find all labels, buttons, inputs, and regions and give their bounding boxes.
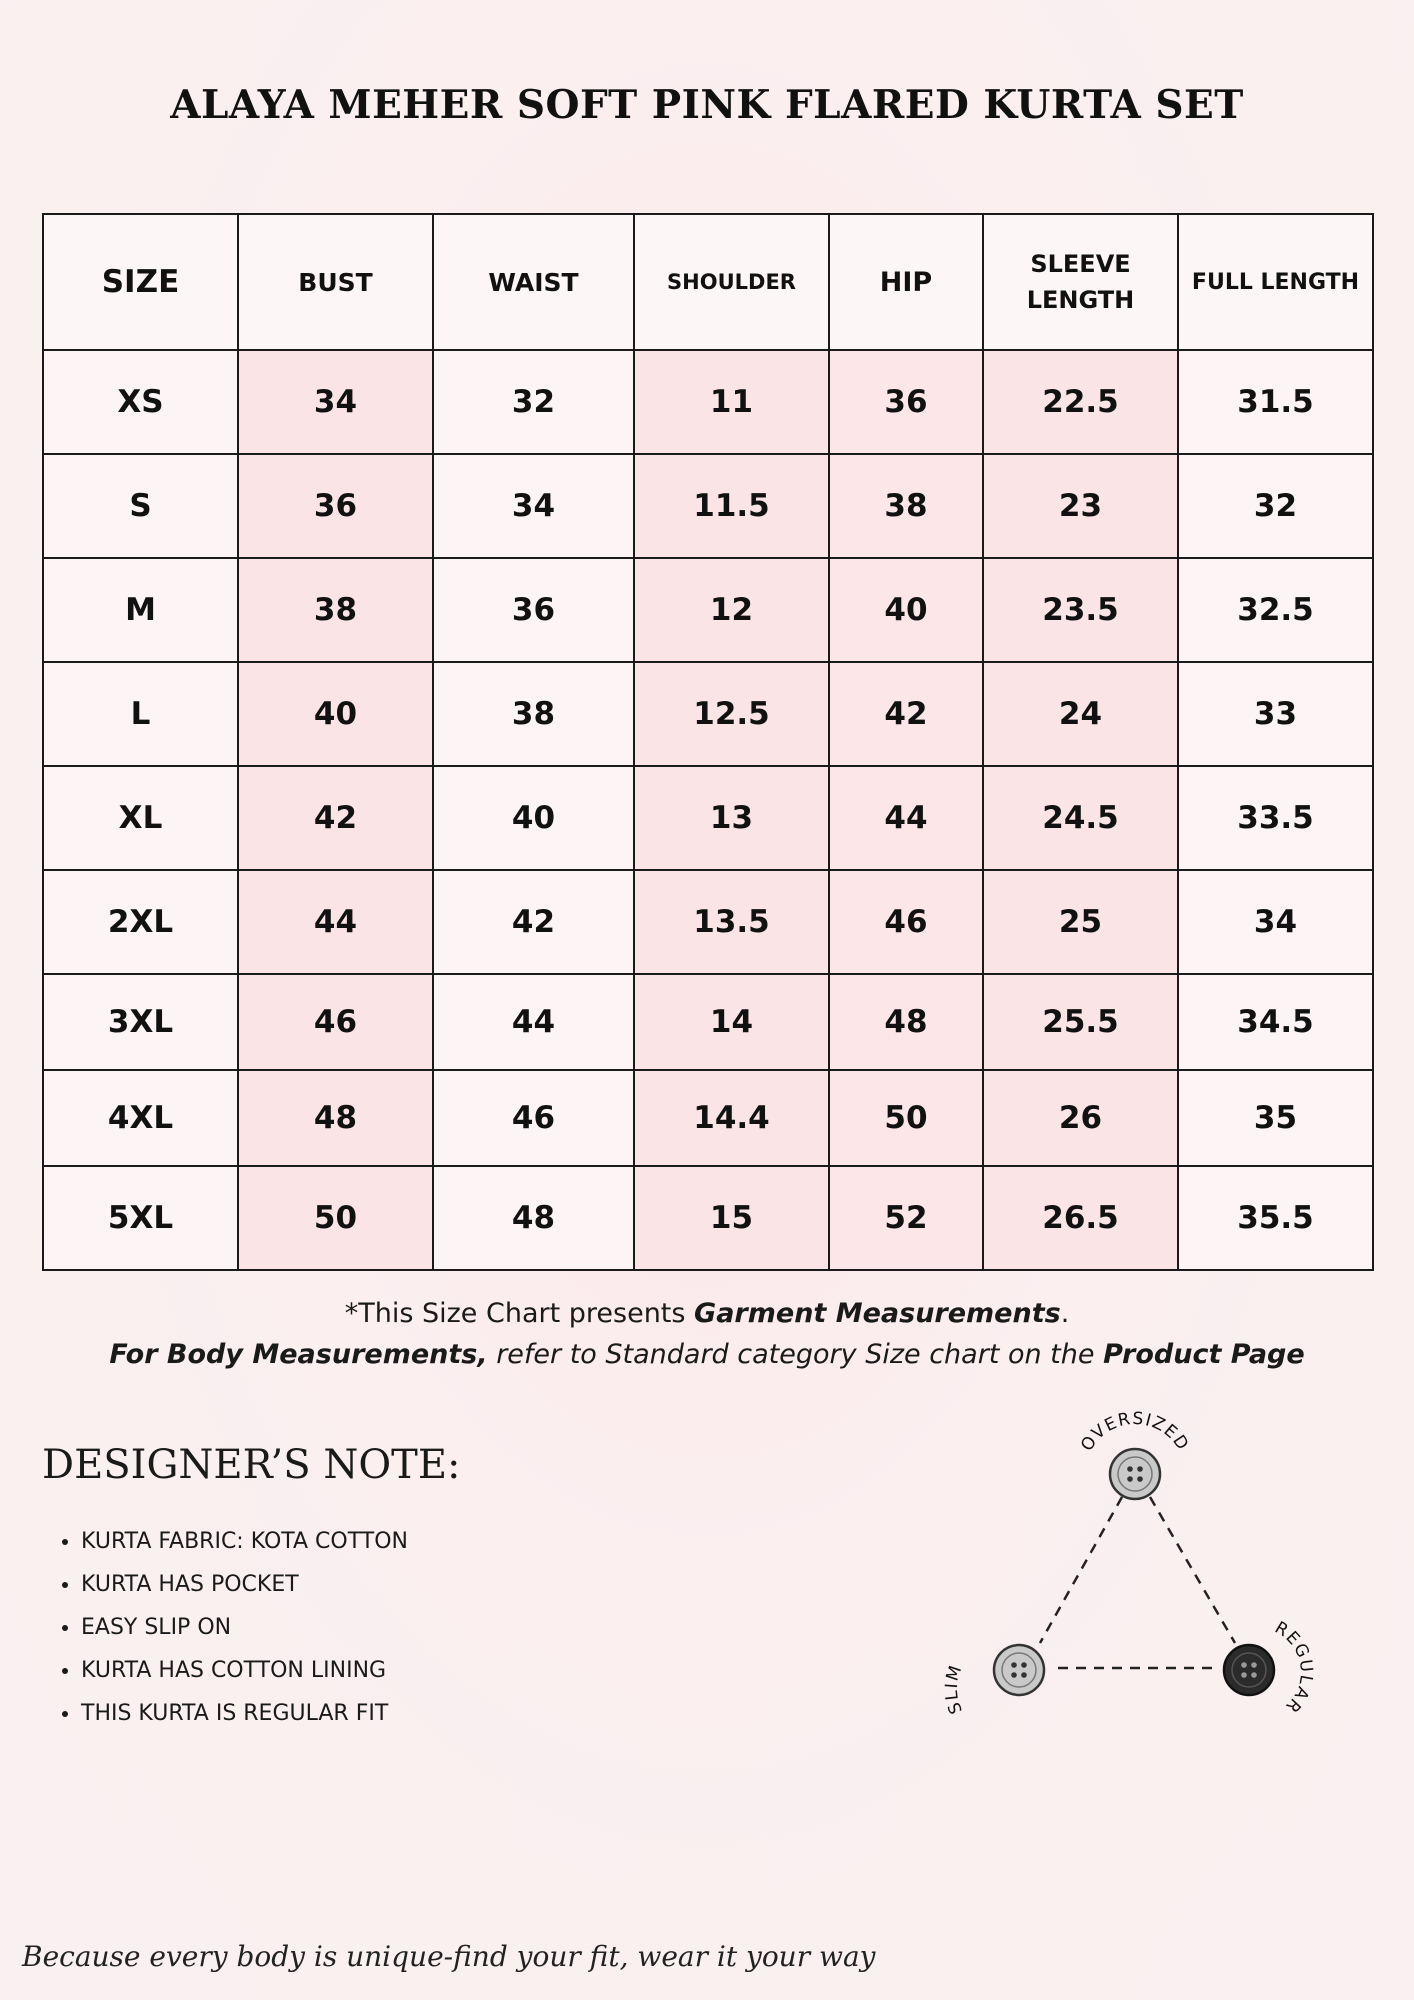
sleeve-length-cell: 26.5 xyxy=(983,1166,1178,1270)
list-item: • KURTA HAS COTTON LINING xyxy=(81,1649,408,1692)
header-size: SIZE xyxy=(43,214,238,350)
shoulder-cell: 12.5 xyxy=(634,662,829,766)
note-line1-prefix: *This Size Chart presents xyxy=(344,1298,695,1329)
table-row xyxy=(43,870,1373,974)
shoulder-cell: 14.4 xyxy=(634,1070,829,1166)
shoulder-cell: 13.5 xyxy=(634,870,829,974)
oversized-label: OVERSIZED xyxy=(1077,1408,1193,1455)
waist-cell: 34 xyxy=(433,454,634,558)
header-bust: BUST xyxy=(238,214,433,350)
bust-cell: 38 xyxy=(238,558,433,662)
waist-cell: 36 xyxy=(433,558,634,662)
hip-cell: 40 xyxy=(829,558,983,662)
table-row xyxy=(43,662,1373,766)
bust-cell: 50 xyxy=(238,1166,433,1270)
header-shoulder: SHOULDER xyxy=(634,214,829,350)
shoulder-cell: 14 xyxy=(634,974,829,1070)
table-row xyxy=(43,1166,1373,1270)
shoulder-cell: 11 xyxy=(634,350,829,454)
connector-lines xyxy=(1040,1497,1235,1668)
header-hip: HIP xyxy=(829,214,983,350)
full-length-cell: 34 xyxy=(1178,870,1373,974)
size-cell: 2XL xyxy=(43,870,238,974)
size-chart-table xyxy=(42,213,1374,1271)
body-measurement-note xyxy=(0,1339,1414,1370)
waist-cell: 46 xyxy=(433,1070,634,1166)
regular-button-icon xyxy=(1224,1645,1274,1695)
full-length-cell: 32 xyxy=(1178,454,1373,558)
header-waist: WAIST xyxy=(433,214,634,350)
list-item: • THIS KURTA IS REGULAR FIT xyxy=(81,1692,408,1735)
list-item: • KURTA HAS POCKET xyxy=(81,1563,408,1606)
table-row xyxy=(43,766,1373,870)
table-row xyxy=(43,1070,1373,1166)
table-row xyxy=(43,350,1373,454)
footer-tagline: Because every body is unique-find your fit, wear it your way xyxy=(22,1940,876,1973)
shoulder-cell: 13 xyxy=(634,766,829,870)
slim-button-icon xyxy=(994,1645,1044,1695)
fit-diagram xyxy=(930,1390,1330,1740)
hip-cell: 44 xyxy=(829,766,983,870)
line-oversized-regular xyxy=(1150,1497,1235,1643)
sleeve-length-cell: 25.5 xyxy=(983,974,1178,1070)
shoulder-cell: 12 xyxy=(634,558,829,662)
bust-cell: 46 xyxy=(238,974,433,1070)
hip-cell: 38 xyxy=(829,454,983,558)
size-cell: M xyxy=(43,558,238,662)
bust-cell: 34 xyxy=(238,350,433,454)
bust-cell: 36 xyxy=(238,454,433,558)
bust-cell: 48 xyxy=(238,1070,433,1166)
size-cell: 5XL xyxy=(43,1166,238,1270)
slim-label: SLIM xyxy=(941,1661,967,1717)
hip-cell: 36 xyxy=(829,350,983,454)
sleeve-length-cell: 22.5 xyxy=(983,350,1178,454)
full-length-cell: 32.5 xyxy=(1178,558,1373,662)
bust-cell: 42 xyxy=(238,766,433,870)
note-line2-bold: For Body Measurements, xyxy=(109,1339,488,1370)
hip-cell: 48 xyxy=(829,974,983,1070)
hip-cell: 50 xyxy=(829,1070,983,1166)
bust-cell: 40 xyxy=(238,662,433,766)
page-title: ALAYA MEHER SOFT PINK FLARED KURTA SET xyxy=(170,82,1244,128)
oversized-button-icon xyxy=(1110,1449,1160,1499)
sleeve-length-cell: 23.5 xyxy=(983,558,1178,662)
header-length-word: LENGTH xyxy=(1026,286,1135,314)
full-length-cell: 33.5 xyxy=(1178,766,1373,870)
sleeve-length-cell: 24.5 xyxy=(983,766,1178,870)
hip-cell: 46 xyxy=(829,870,983,974)
size-cell: 3XL xyxy=(43,974,238,1070)
waist-cell: 48 xyxy=(433,1166,634,1270)
size-cell: L xyxy=(43,662,238,766)
size-cell: S xyxy=(43,454,238,558)
sleeve-length-cell: 24 xyxy=(983,662,1178,766)
note-line1-bold: Garment Measurements xyxy=(694,1298,1061,1329)
regular-label: REGULAR xyxy=(1271,1617,1317,1718)
note-line1-suffix: . xyxy=(1060,1298,1070,1329)
sleeve-length-cell: 26 xyxy=(983,1070,1178,1166)
shoulder-cell: 15 xyxy=(634,1166,829,1270)
header-sleeve-length xyxy=(983,214,1178,350)
waist-cell: 40 xyxy=(433,766,634,870)
header-row xyxy=(43,214,1373,350)
garment-measurement-note xyxy=(0,1298,1414,1329)
size-cell: XS xyxy=(43,350,238,454)
hip-cell: 42 xyxy=(829,662,983,766)
table-row xyxy=(43,558,1373,662)
hip-cell: 52 xyxy=(829,1166,983,1270)
full-length-cell: 34.5 xyxy=(1178,974,1373,1070)
waist-cell: 42 xyxy=(433,870,634,974)
sleeve-length-cell: 23 xyxy=(983,454,1178,558)
list-item: • KURTA FABRIC: KOTA COTTON xyxy=(81,1520,408,1563)
header-full-length: FULL LENGTH xyxy=(1178,214,1373,350)
full-length-cell: 35.5 xyxy=(1178,1166,1373,1270)
list-item: • EASY SLIP ON xyxy=(81,1606,408,1649)
full-length-cell: 31.5 xyxy=(1178,350,1373,454)
size-cell: 4XL xyxy=(43,1070,238,1166)
header-sleeve-word: SLEEVE xyxy=(1030,250,1131,278)
waist-cell: 44 xyxy=(433,974,634,1070)
size-cell: XL xyxy=(43,766,238,870)
bust-cell: 44 xyxy=(238,870,433,974)
waist-cell: 38 xyxy=(433,662,634,766)
designer-note-heading: DESIGNER’S NOTE: xyxy=(42,1442,461,1488)
full-length-cell: 35 xyxy=(1178,1070,1373,1166)
table-row xyxy=(43,974,1373,1070)
table-row xyxy=(43,454,1373,558)
designer-note-list xyxy=(44,1520,408,1735)
line-oversized-slim xyxy=(1040,1497,1122,1643)
note-line2-middle: refer to Standard category Size chart on the xyxy=(487,1339,1104,1370)
note-line2-bold-end: Product Page xyxy=(1103,1339,1305,1370)
waist-cell: 32 xyxy=(433,350,634,454)
sleeve-length-cell: 25 xyxy=(983,870,1178,974)
shoulder-cell: 11.5 xyxy=(634,454,829,558)
full-length-cell: 33 xyxy=(1178,662,1373,766)
